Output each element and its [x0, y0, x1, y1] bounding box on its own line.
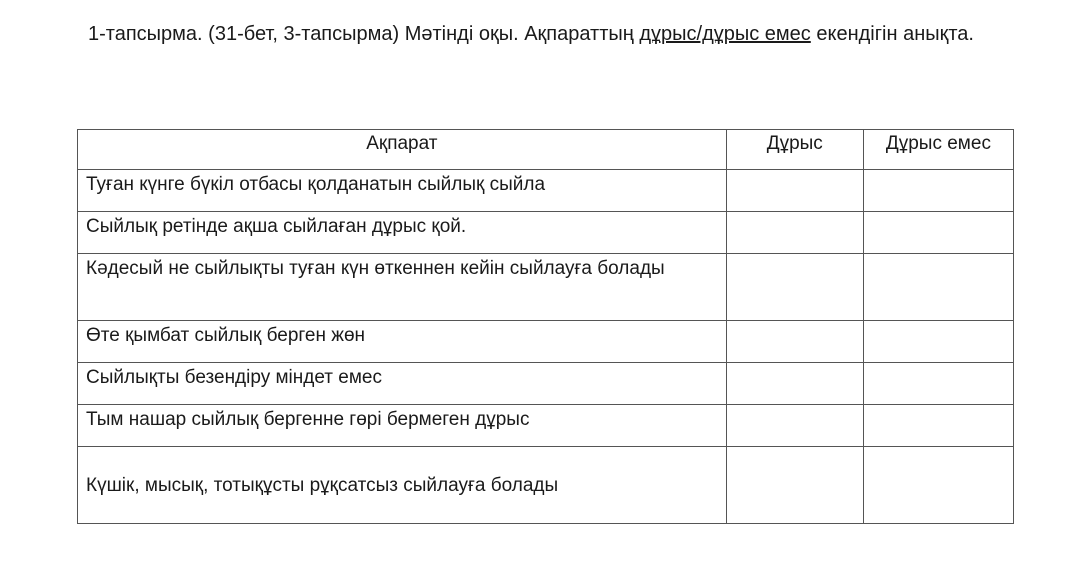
true-answer-cell[interactable]	[726, 447, 863, 524]
true-answer-cell[interactable]	[726, 405, 863, 447]
false-answer-cell[interactable]	[863, 405, 1013, 447]
table-row	[78, 447, 1014, 524]
false-answer-cell[interactable]	[863, 170, 1013, 212]
table-row	[78, 212, 1014, 254]
true-answer-cell[interactable]	[726, 170, 863, 212]
row-statement: Кәдесый не сыйлықты туған күн өткеннен кейін сыйлауға болады	[78, 254, 727, 321]
true-answer-cell[interactable]	[726, 212, 863, 254]
row-statement: Өте қымбат сыйлық берген жөн	[78, 321, 727, 363]
false-answer-cell[interactable]	[863, 321, 1013, 363]
row-statement: Туған күнге бүкіл отбасы қолданатын сыйлық сыйла	[78, 170, 727, 212]
true-answer-cell[interactable]	[726, 254, 863, 321]
false-answer-cell[interactable]	[863, 363, 1013, 405]
table-header-row	[78, 130, 1014, 170]
table-row	[78, 170, 1014, 212]
table-row	[78, 405, 1014, 447]
row-statement: Күшік, мысық, тотықұсты рұқсатсыз сыйлауға болады	[78, 447, 727, 524]
table-row	[78, 363, 1014, 405]
task-instruction	[88, 20, 1048, 48]
table-row	[78, 321, 1014, 363]
instruction-suffix: екендігін анықта.	[810, 23, 974, 45]
task-table	[77, 129, 1014, 524]
header-info: Ақпарат	[78, 130, 727, 170]
row-statement: Сыйлық ретінде ақша сыйлаған дұрыс қой.	[78, 212, 727, 254]
true-answer-cell[interactable]	[726, 321, 863, 363]
false-answer-cell[interactable]	[863, 447, 1013, 524]
table-row	[78, 254, 1014, 321]
row-statement: Тым нашар сыйлық бергенне гөрі бермеген дұрыс	[78, 405, 727, 447]
header-false: Дұрыс емес	[863, 130, 1013, 170]
true-answer-cell[interactable]	[726, 363, 863, 405]
instruction-underlined: дұрыс/дұрыс емес	[639, 23, 811, 45]
row-statement: Сыйлықты безендіру міндет емес	[78, 363, 727, 405]
instruction-prefix: 1-тапсырма. (31-бет, 3-тапсырма) Мәтінді оқы. Ақпараттың	[88, 23, 640, 45]
false-answer-cell[interactable]	[863, 254, 1013, 321]
false-answer-cell[interactable]	[863, 212, 1013, 254]
header-true: Дұрыс	[726, 130, 863, 170]
